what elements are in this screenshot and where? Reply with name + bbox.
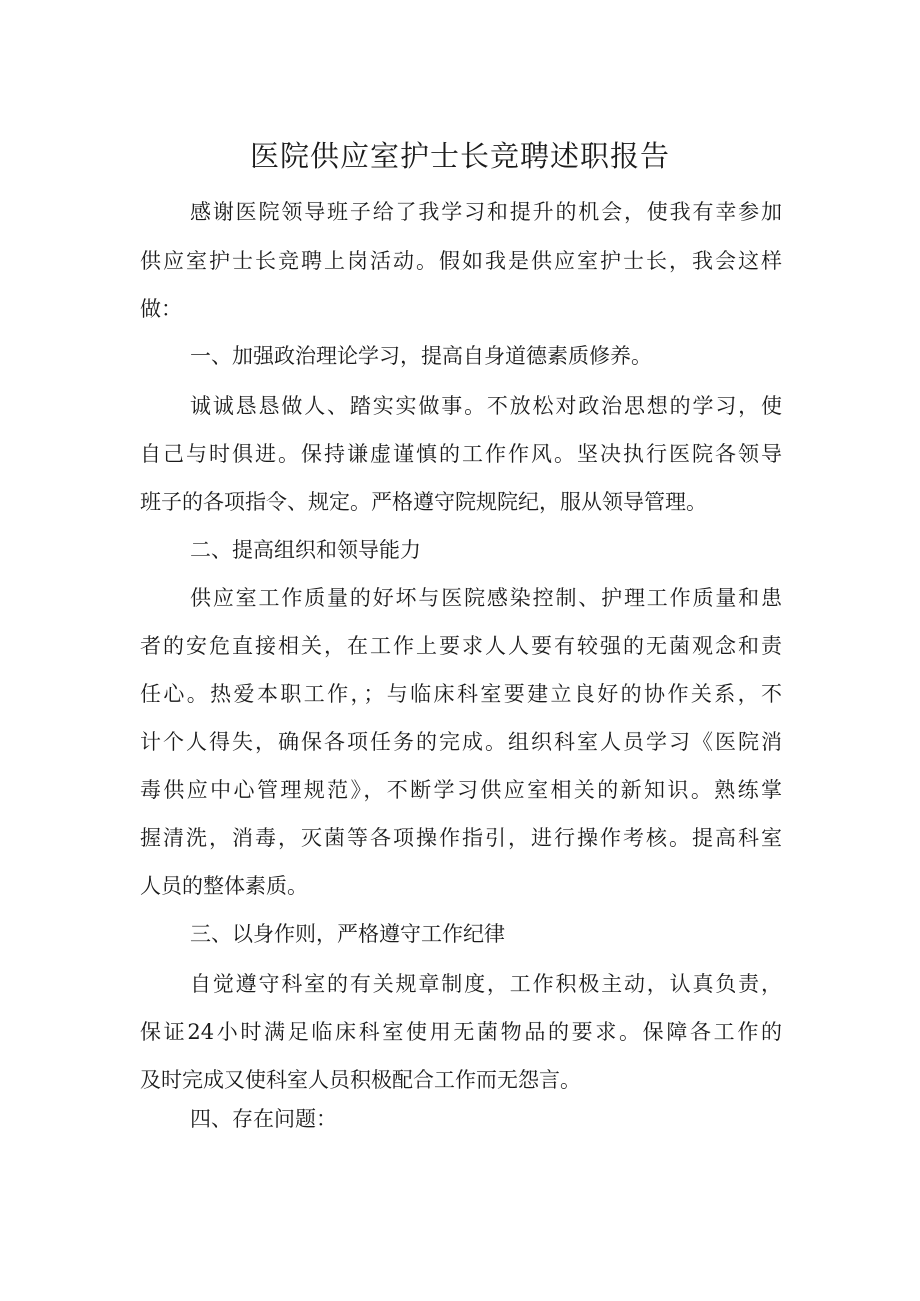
section-heading: 一、加强政治理论学习，提高自身道德素质修养。 bbox=[190, 344, 652, 368]
paragraph-line: 任心。热爱本职工作，；与临床科室要建立良好的协作关系，不 bbox=[140, 682, 782, 706]
paragraph-line: 计个人得失，确保各项任务的完成。组织科室人员学习《医院消 bbox=[140, 730, 782, 754]
paragraph-line: 毒供应中心管理规范》，不断学习供应室相关的新知识。熟练掌 bbox=[140, 778, 782, 802]
paragraph-line: 及时完成又使科室人员积极配合工作而无怨言。 bbox=[140, 1068, 581, 1092]
paragraph-line: 供应室护士长竞聘上岗活动。假如我是供应室护士长，我会这样 bbox=[140, 249, 782, 273]
paragraph-line: 供应室工作质量的好坏与医院感染控制、护理工作质量和患 bbox=[190, 586, 782, 610]
document-title: 医院供应室护士长竞聘述职报告 bbox=[249, 139, 670, 173]
paragraph-line: 者的安危直接相关，在工作上要求人人要有较强的无菌观念和责 bbox=[140, 634, 782, 658]
section-heading: 四、存在问题： bbox=[190, 1107, 337, 1131]
paragraph-line: 做： bbox=[140, 297, 182, 321]
section-heading: 三、以身作则，严格遵守工作纪律 bbox=[190, 922, 505, 946]
paragraph-line: 人员的整体素质。 bbox=[140, 874, 308, 898]
paragraph-line: 诚诚恳恳做人、踏实实做事。不放松对政治思想的学习，使 bbox=[190, 394, 782, 418]
paragraph-line: 班子的各项指令、规定。严格遵守院规院纪，服从领导管理。 bbox=[140, 490, 707, 514]
paragraph-line: 保证24小时满足临床科室使用无菌物品的要求。保障各工作的 bbox=[140, 1020, 782, 1044]
paragraph-line: 自觉遵守科室的有关规章制度，工作积极主动，认真负责， bbox=[190, 972, 782, 996]
paragraph-line: 自己与时俱进。保持谦虚谨慎的工作作风。坚决执行医院各领导 bbox=[140, 442, 782, 466]
section-heading: 二、提高组织和领导能力 bbox=[190, 538, 421, 562]
paragraph-line: 握清洗，消毒，灭菌等各项操作指引，进行操作考核。提高科室 bbox=[140, 826, 782, 850]
paragraph-line: 感谢医院领导班子给了我学习和提升的机会，使我有幸参加 bbox=[190, 200, 782, 224]
